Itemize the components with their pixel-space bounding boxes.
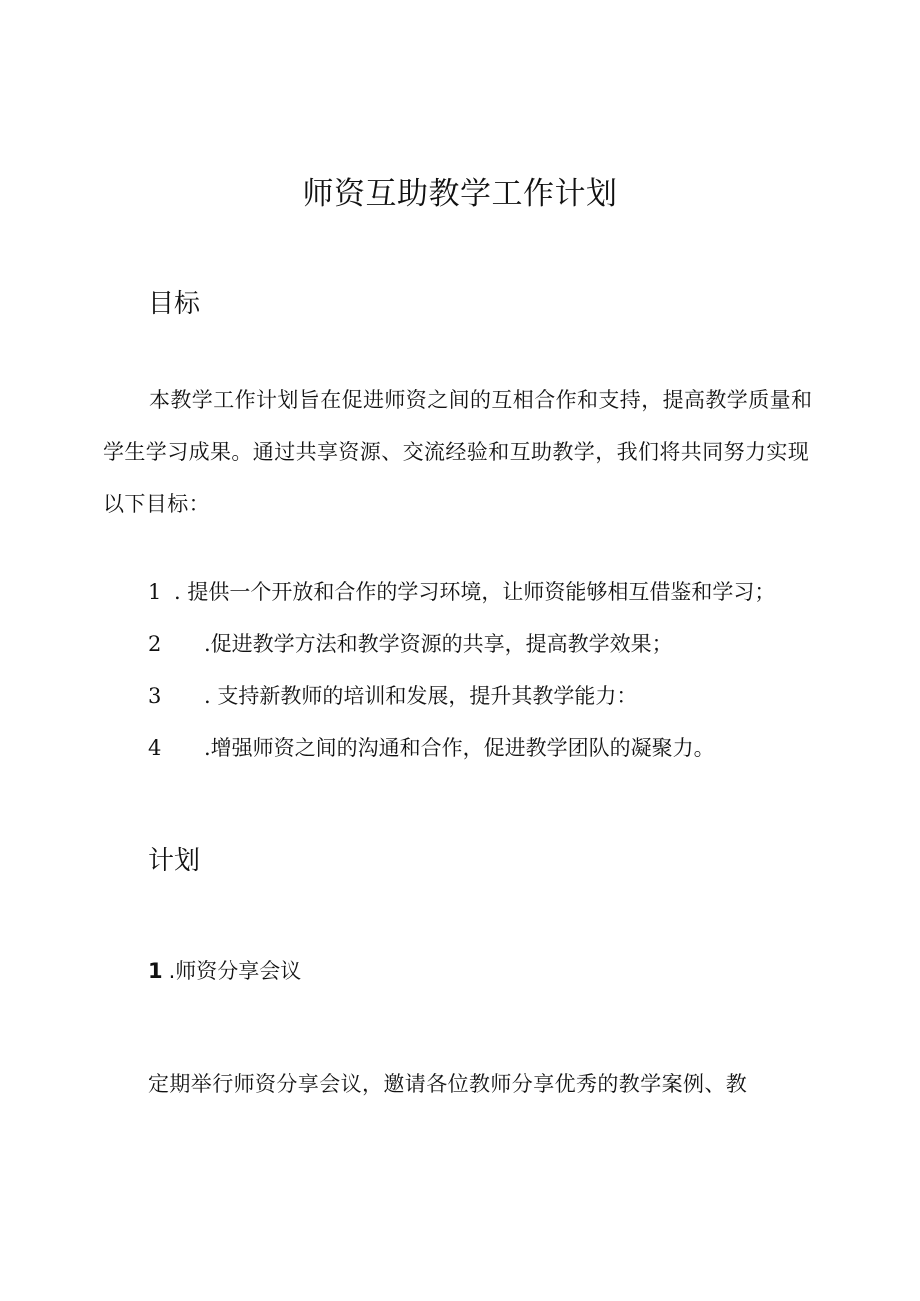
goal-list-item xyxy=(148,570,848,622)
plan-subheading-number: 1 xyxy=(148,959,163,983)
goal-item-number: 1 xyxy=(148,580,162,604)
plan-subheading xyxy=(148,951,301,991)
goal-item-text: .增强师资之间的沟通和合作，促进教学团队的凝聚力。 xyxy=(204,736,715,760)
plan-body-paragraph: 定期举行师资分享会议，邀请各位教师分享优秀的教学案例、教 xyxy=(148,1072,748,1096)
goal-item-number: 2 xyxy=(148,632,162,656)
plan-subheading-title: .师资分享会议 xyxy=(168,959,302,983)
goal-item-text: . 提供一个开放和合作的学习环境，让师资能够相互借鉴和学习； xyxy=(174,580,776,604)
plan-section-heading: 计划 xyxy=(148,846,201,876)
goal-item-number: 4 xyxy=(148,736,162,760)
goal-list-item xyxy=(148,726,848,778)
goal-list-item xyxy=(148,622,848,674)
document-title: 师资互助教学工作计划 xyxy=(302,176,618,212)
goal-item-text: .促进教学方法和教学资源的共享，提高教学效果； xyxy=(204,632,673,656)
goal-list-item xyxy=(148,674,848,726)
goal-section-heading: 目标 xyxy=(148,289,201,319)
goal-intro-paragraph: 本教学工作计划旨在促进师资之间的互相合作和支持，提高教学质量和学生学习成果。通过共享资源、交流经验和互助教学，我们将共同努力实现以下目标： xyxy=(103,388,813,516)
goal-item-text: . 支持新教师的培训和发展，提升其教学能力： xyxy=(204,684,638,708)
goal-list xyxy=(148,570,848,778)
goal-item-number: 3 xyxy=(148,684,162,708)
